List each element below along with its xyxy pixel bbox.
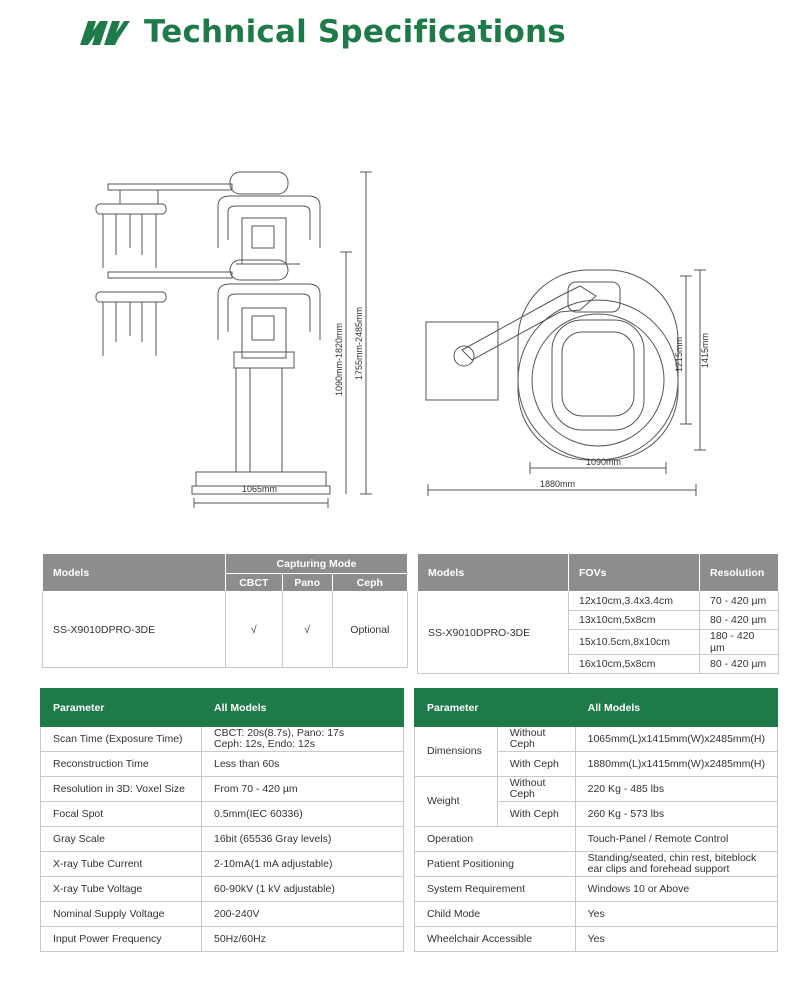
cbct-value: √ xyxy=(226,592,283,668)
param-value: 200-240V xyxy=(202,902,404,927)
param-header: Parameter xyxy=(415,689,576,727)
param-name: Resolution in 3D: Voxel Size xyxy=(41,777,202,802)
param-value: 2-10mA(1 mA adjustable) xyxy=(202,852,404,877)
model-cell: SS-X9010DPRO-3DE xyxy=(43,592,226,668)
param-value: 0.5mm(IEC 60336) xyxy=(202,802,404,827)
params-left-table xyxy=(40,688,404,952)
param-name: Operation xyxy=(415,827,576,852)
param-name: X-ray Tube Current xyxy=(41,852,202,877)
top-head xyxy=(230,172,288,194)
param-name: Input Power Frequency xyxy=(41,927,202,952)
ceph-header: Ceph xyxy=(332,574,407,592)
dimensions-without-value: 1065mm(L)x1415mm(W)x2485mm(H) xyxy=(575,727,777,752)
res-cell: 70 - 420 µm xyxy=(700,592,779,611)
res-cell: 80 - 420 µm xyxy=(700,655,779,674)
resolution-header: Resolution xyxy=(700,554,779,592)
param-name: X-ray Tube Voltage xyxy=(41,877,202,902)
pano-header: Pano xyxy=(282,574,332,592)
param-header: Parameter xyxy=(41,689,202,727)
dimensions-label: Dimensions xyxy=(415,727,498,777)
base-width-label: 1090mm xyxy=(586,457,622,467)
param-name: Reconstruction Time xyxy=(41,752,202,777)
param-value: CBCT: 20s(8.7s), Pano: 17s Ceph: 12s, Endo: 12s xyxy=(202,727,404,752)
fov-cell: 16x10cm,5x8cm xyxy=(569,655,700,674)
res-cell: 80 - 420 µm xyxy=(700,611,779,630)
all-models-header: All Models xyxy=(202,689,404,727)
without-ceph-label: Without Ceph xyxy=(497,777,575,802)
with-ceph-label: With Ceph xyxy=(497,752,575,777)
page-title: Technical Specifications xyxy=(144,14,566,50)
inner-depth-label: 1215mm xyxy=(674,336,684,372)
height-range-label: 1755mm-2485mm xyxy=(354,306,364,380)
param-name: Child Mode xyxy=(415,902,576,927)
param-value: Less than 60s xyxy=(202,752,404,777)
param-name: Wheelchair Accessible xyxy=(415,927,576,952)
param-value: Touch-Panel / Remote Control xyxy=(575,827,777,852)
fov-models-header: Models xyxy=(418,554,569,592)
param-name: Patient Positioning xyxy=(415,852,576,877)
param-value: 60-90kV (1 kV adjustable) xyxy=(202,877,404,902)
all-models-header: All Models xyxy=(575,689,777,727)
with-ceph-label: With Ceph xyxy=(497,802,575,827)
param-value: Yes xyxy=(575,927,777,952)
ceph-value: Optional xyxy=(332,592,407,668)
brand-logo-icon xyxy=(80,19,130,45)
dimensions-with-value: 1880mm(L)x1415mm(W)x2485mm(H) xyxy=(575,752,777,777)
param-value: Yes xyxy=(575,902,777,927)
ceph-height-label: 1090mm-1820mm xyxy=(334,322,344,396)
param-name: Focal Spot xyxy=(41,802,202,827)
param-name: Gray Scale xyxy=(41,827,202,852)
outer-depth-label: 1415mm xyxy=(700,332,710,368)
models-header: Models xyxy=(43,554,226,592)
param-value: 50Hz/60Hz xyxy=(202,927,404,952)
total-width-label: 1880mm xyxy=(540,479,576,489)
fovs-header: FOVs xyxy=(569,554,700,592)
fov-table xyxy=(417,553,779,674)
cbct-header: CBCT xyxy=(226,574,283,592)
capture-mode-table xyxy=(42,553,408,668)
weight-label: Weight xyxy=(415,777,498,827)
weight-without-value: 220 Kg - 485 lbs xyxy=(575,777,777,802)
without-ceph-label: Without Ceph xyxy=(497,727,575,752)
technical-drawing xyxy=(0,150,800,510)
page-header xyxy=(80,14,566,50)
ceph-plate xyxy=(426,322,498,400)
front-width-label: 1065mm xyxy=(242,484,278,494)
param-value: 16bit (65536 Gray levels) xyxy=(202,827,404,852)
param-name: Nominal Supply Voltage xyxy=(41,902,202,927)
fov-cell: 15x10.5cm,8x10cm xyxy=(569,630,700,655)
param-value: Standing/seated, chin rest, biteblock ear clips and forehead support xyxy=(575,852,777,877)
res-cell: 180 - 420 µm xyxy=(700,630,779,655)
fov-cell: 12x10cm,3.4x3.4cm xyxy=(569,592,700,611)
fov-model-cell: SS-X9010DPRO-3DE xyxy=(418,592,569,674)
param-value: Windows 10 or Above xyxy=(575,877,777,902)
param-name: Scan Time (Exposure Time) xyxy=(41,727,202,752)
param-value: From 70 - 420 µm xyxy=(202,777,404,802)
weight-with-value: 260 Kg - 573 lbs xyxy=(575,802,777,827)
fov-cell: 13x10cm,5x8cm xyxy=(569,611,700,630)
param-name: System Requirement xyxy=(415,877,576,902)
pano-value: √ xyxy=(282,592,332,668)
capture-group-header: Capturing Mode xyxy=(226,554,408,574)
params-right-table xyxy=(414,688,778,952)
